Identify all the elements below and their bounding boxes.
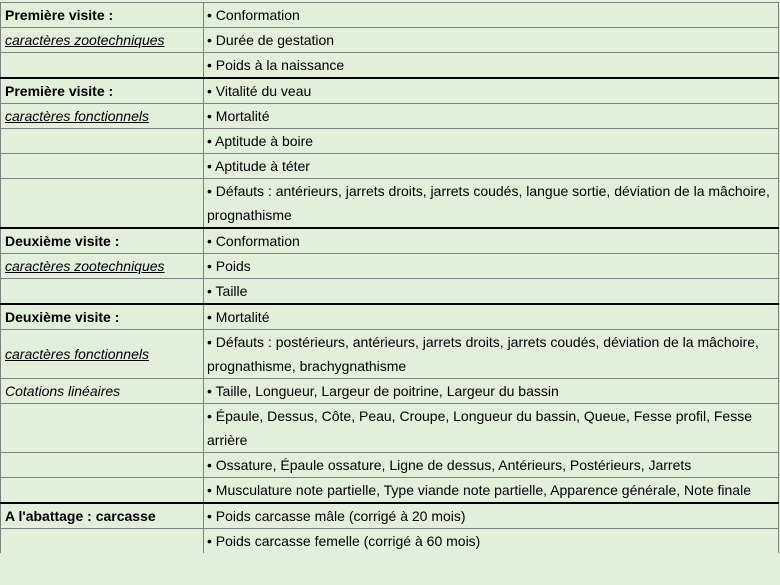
- section-title: Deuxième visite :: [1, 304, 204, 330]
- table-row: [1, 254, 779, 279]
- empty-cell: [1, 404, 204, 453]
- empty-cell: [1, 154, 204, 179]
- section-title: Première visite :: [1, 78, 204, 104]
- table-row: [1, 478, 779, 504]
- empty-cell: [1, 529, 204, 554]
- empty-cell: [1, 279, 204, 305]
- table-row: [1, 179, 779, 229]
- table-row: [1, 228, 779, 254]
- section-subtitle: caractères fonctionnels: [1, 104, 204, 129]
- trait-item: • Aptitude à boire: [204, 129, 779, 154]
- empty-cell: [1, 129, 204, 154]
- table-row: [1, 404, 779, 453]
- table-row: [1, 529, 779, 554]
- table-row: [1, 53, 779, 79]
- trait-item: • Durée de gestation: [204, 28, 779, 53]
- trait-item: • Musculature note partielle, Type viande note partielle, Apparence générale, Note finale: [204, 478, 779, 504]
- trait-item: • Épaule, Dessus, Côte, Peau, Croupe, Longueur du bassin, Queue, Fesse profil, Fesse arrière: [204, 404, 779, 453]
- trait-item: • Poids: [204, 254, 779, 279]
- section-title: Deuxième visite :: [1, 228, 204, 254]
- trait-item: • Taille, Longueur, Largeur de poitrine, Largeur du bassin: [204, 379, 779, 404]
- empty-cell: [1, 453, 204, 478]
- trait-item: • Aptitude à téter: [204, 154, 779, 179]
- trait-item: • Poids carcasse femelle (corrigé à 60 mois): [204, 529, 779, 554]
- empty-cell: [1, 179, 204, 229]
- trait-item: • Vitalité du veau: [204, 78, 779, 104]
- section-title: A l'abattage : carcasse: [1, 503, 204, 529]
- traits-table: [0, 2, 779, 553]
- table-row: [1, 279, 779, 305]
- table-row: [1, 78, 779, 104]
- trait-item: • Conformation: [204, 3, 779, 28]
- trait-item: • Défauts : antérieurs, jarrets droits, jarrets coudés, langue sortie, déviation de la mâchoire, prognathisme: [204, 179, 779, 229]
- trait-item: • Mortalité: [204, 304, 779, 330]
- section-subtitle: caractères fonctionnels: [1, 330, 204, 379]
- trait-item: • Poids à la naissance: [204, 53, 779, 79]
- table-row: [1, 503, 779, 529]
- section-title: Cotations linéaires: [1, 379, 204, 404]
- trait-item: • Poids carcasse mâle (corrigé à 20 mois): [204, 503, 779, 529]
- table-row: [1, 129, 779, 154]
- trait-item: • Taille: [204, 279, 779, 305]
- empty-cell: [1, 53, 204, 79]
- table-row: [1, 104, 779, 129]
- trait-item: • Ossature, Épaule ossature, Ligne de dessus, Antérieurs, Postérieurs, Jarrets: [204, 453, 779, 478]
- section-subtitle: caractères zootechniques: [1, 254, 204, 279]
- table-row: [1, 453, 779, 478]
- table-row: [1, 154, 779, 179]
- trait-item: • Conformation: [204, 228, 779, 254]
- table-row: [1, 379, 779, 404]
- table-row: [1, 28, 779, 53]
- table-row: [1, 3, 779, 28]
- trait-item: • Mortalité: [204, 104, 779, 129]
- table-row: [1, 330, 779, 379]
- empty-cell: [1, 478, 204, 504]
- section-subtitle: caractères zootechniques: [1, 28, 204, 53]
- trait-item: • Défauts : postérieurs, antérieurs, jarrets droits, jarrets coudés, déviation de la mâchoire, prognathisme, brachygnathisme: [204, 330, 779, 379]
- section-title: Première visite :: [1, 3, 204, 28]
- table-row: [1, 304, 779, 330]
